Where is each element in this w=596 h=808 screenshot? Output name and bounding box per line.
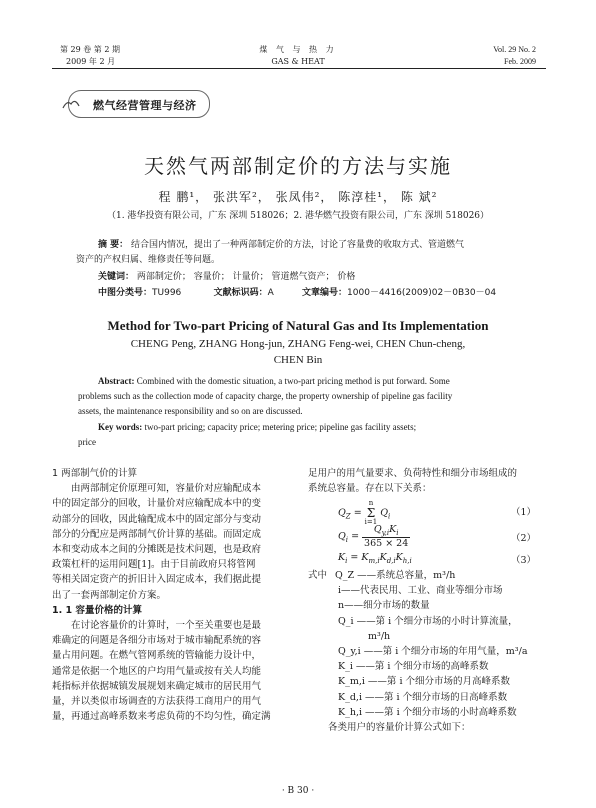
para-1-line: 部分的分配应是两部制气价计算的基础。而固定成 [52, 528, 262, 540]
abstract-en-label: Abstract: [98, 376, 135, 386]
keywords-cn-text: 两部制定价； 容量价； 计量价； 管道燃气资产； 价格 [136, 272, 356, 282]
journal-date: 2009 年 2 月 [66, 57, 116, 66]
abstract-cn-line2: 资产的产权归属、维修责任等问题。 [76, 255, 221, 265]
para-2-line: 通常是依据一个地区的户均用气量或按有关人均能 [52, 665, 262, 677]
journal-name-en: GAS & HEAT [271, 57, 325, 66]
para-1-line: 中的固定部分的回收，计量价对应输配成本中的变 [52, 498, 262, 510]
def-item: i——代表民用、工业、商业等细分市场 [338, 585, 503, 597]
abstract-en [78, 374, 518, 419]
flame-icon [61, 98, 81, 110]
para-1-line: 出了一套两部制定价方案。 [52, 589, 167, 601]
equation-1: $Q_Z$ = n Σ i=1 $Q_i$ [338, 499, 391, 526]
abstract-cn [76, 238, 518, 268]
right-para-line: 系统总容量。存在以下关系： [308, 483, 432, 495]
abstract-en-line3: assets, the maintenance responsibility and so on are discussed. [78, 406, 303, 416]
keywords-en-line2: price [78, 437, 96, 447]
volume-info: Vol. 29 No. 2 [493, 45, 536, 54]
para-2-line: 耗指标并依据城镇发展规划来确定城市的居民用气 [52, 680, 262, 692]
def-item: K_d,i ——第 i 个细分市场的日高峰系数 [338, 691, 508, 703]
keywords-en-line1: two-part pricing; capacity price; metering price; pipeline gas facility assets; [144, 422, 417, 432]
para-1-line: 本和变动成本之间的分摊既是技术问题，也是政府 [52, 544, 262, 556]
abstract-cn-line1: 结合国内情况，提出了一种两部制定价的方法，讨论了容量费的收取方式、管道燃气 [131, 240, 465, 250]
def-item: m³/h [368, 630, 391, 642]
classification-line [98, 286, 518, 301]
header-rule [52, 68, 546, 69]
abstract-cn-label: 摘 要： [98, 240, 129, 250]
section-heading-1-1: 1. 1 容量价格的计算 [52, 604, 142, 616]
para-2-line: 难确定的问题是各细分市场对于城市输配系统的容 [52, 635, 262, 647]
para-2-line: 量，再通过高峰系数来考虑负荷的不均匀性，确定满 [52, 711, 271, 723]
equation-3: $K_i = K_{m,i}K_{d,i}K_{h,i}$ [338, 552, 412, 565]
article-title-en: Method for Two-part Pricing of Natural Gas and Its Implementation [107, 318, 489, 333]
para-2-line: 在讨论容量价的计算时，一个至关重要也是最 [71, 620, 262, 632]
def-item: K_h,i ——第 i 个细分市场的小时高峰系数 [338, 706, 517, 718]
month-info: Feb. 2009 [504, 57, 536, 66]
authors-en-line2: CHEN Bin [273, 354, 323, 366]
para-2-line: 量占用问题。在燃气管网系统的管输能力设计中， [52, 650, 262, 662]
para-2-line: 量，并以类似市场调查的方法获得工商用户的用气 [52, 696, 262, 708]
journal-name-cn: 煤 气 与 热 力 [259, 45, 337, 54]
article-no-value: 1000－4416(2009)02－0B30－04 [347, 288, 497, 298]
left-column [52, 466, 290, 724]
keywords-cn-label: 关键词： [98, 272, 135, 282]
authors-cn: 程 鹏¹， 张洪军²， 张凤伟²， 陈淳桂¹， 陈 斌² [158, 190, 438, 204]
where-label: 式中 [308, 570, 328, 581]
para-1-line: 由两部制定价原理可知，容量价对应输配成本 [71, 483, 262, 495]
equation-3-number: （3） [510, 555, 536, 566]
keywords-en-label: Key words: [98, 422, 143, 432]
affiliation-cn: （1. 港华投资有限公司，广东 深圳 518026；2. 港华燃气投资有限公司，广东 深圳 518026） [106, 211, 490, 221]
section-label: 燃气经营管理与经济 [93, 99, 197, 112]
journal-issue: 第 29 卷 第 2 期 [60, 45, 120, 54]
def-item: K_m,i ——第 i 个细分市场的月高峰系数 [338, 676, 511, 688]
equation-2-number: （2） [510, 533, 536, 544]
article-no-label: 文章编号： [302, 288, 348, 298]
right-para-line: 足用户的用气量要求、负荷特性和细分市场组成的 [308, 468, 518, 479]
def-item: K_i ——第 i 个细分市场的高峰系数 [338, 661, 489, 673]
doc-code-label: 文献标识码： [213, 288, 268, 298]
page-number: · B 30 · [281, 786, 315, 796]
closing-line: 各类用户的容量价计算公式如下： [328, 722, 471, 734]
keywords-cn [98, 270, 518, 285]
def-item: Q_i ——第 i 个细分市场的小时计算流量， [338, 615, 518, 627]
right-column [308, 466, 546, 496]
symbol-definitions [308, 568, 546, 735]
clc-value: TU996 [152, 288, 182, 298]
abstract-en-line2: problems such as the collection mode of capacity charge, the property ownership of pipeline gas facility [78, 391, 453, 401]
clc-label: 中图分类号： [98, 288, 153, 298]
authors-en-line1: CHENG Peng, ZHANG Hong-jun, ZHANG Feng-wei, CHEN Chun-cheng, [130, 338, 466, 350]
doc-code-value: A [267, 288, 274, 298]
def-item: Q_y,i ——第 i 个细分市场的年用气量，m³/a [338, 646, 528, 658]
article-title-cn: 天然气两部制定价的方法与实施 [144, 154, 452, 178]
para-1-line: 政策杠杆的运用问题[1]。由于目前政府只将管网 [52, 559, 256, 571]
section-label-box [68, 90, 210, 118]
keywords-en [78, 420, 518, 450]
para-1-line: 等相关固定资产的折旧计入固定成本，我们据此提 [52, 574, 262, 586]
section-heading-1: 1 两部制气价的计算 [52, 468, 138, 479]
equation-2: $Q_i$ = $\frac{Q_{y,i}K_i}{365 \times 24}$ [338, 524, 409, 549]
def-item: Q_Z ——系统总容量，m³/h [335, 570, 456, 581]
abstract-en-line1: Combined with the domestic situation, a two-part pricing method is put forward. Some [136, 376, 450, 386]
para-1-line: 动部分的回收，因此输配成本中的固定部分与变动 [52, 513, 262, 525]
def-item: n——细分市场的数量 [338, 600, 430, 612]
equation-1-number: （1） [510, 507, 536, 518]
